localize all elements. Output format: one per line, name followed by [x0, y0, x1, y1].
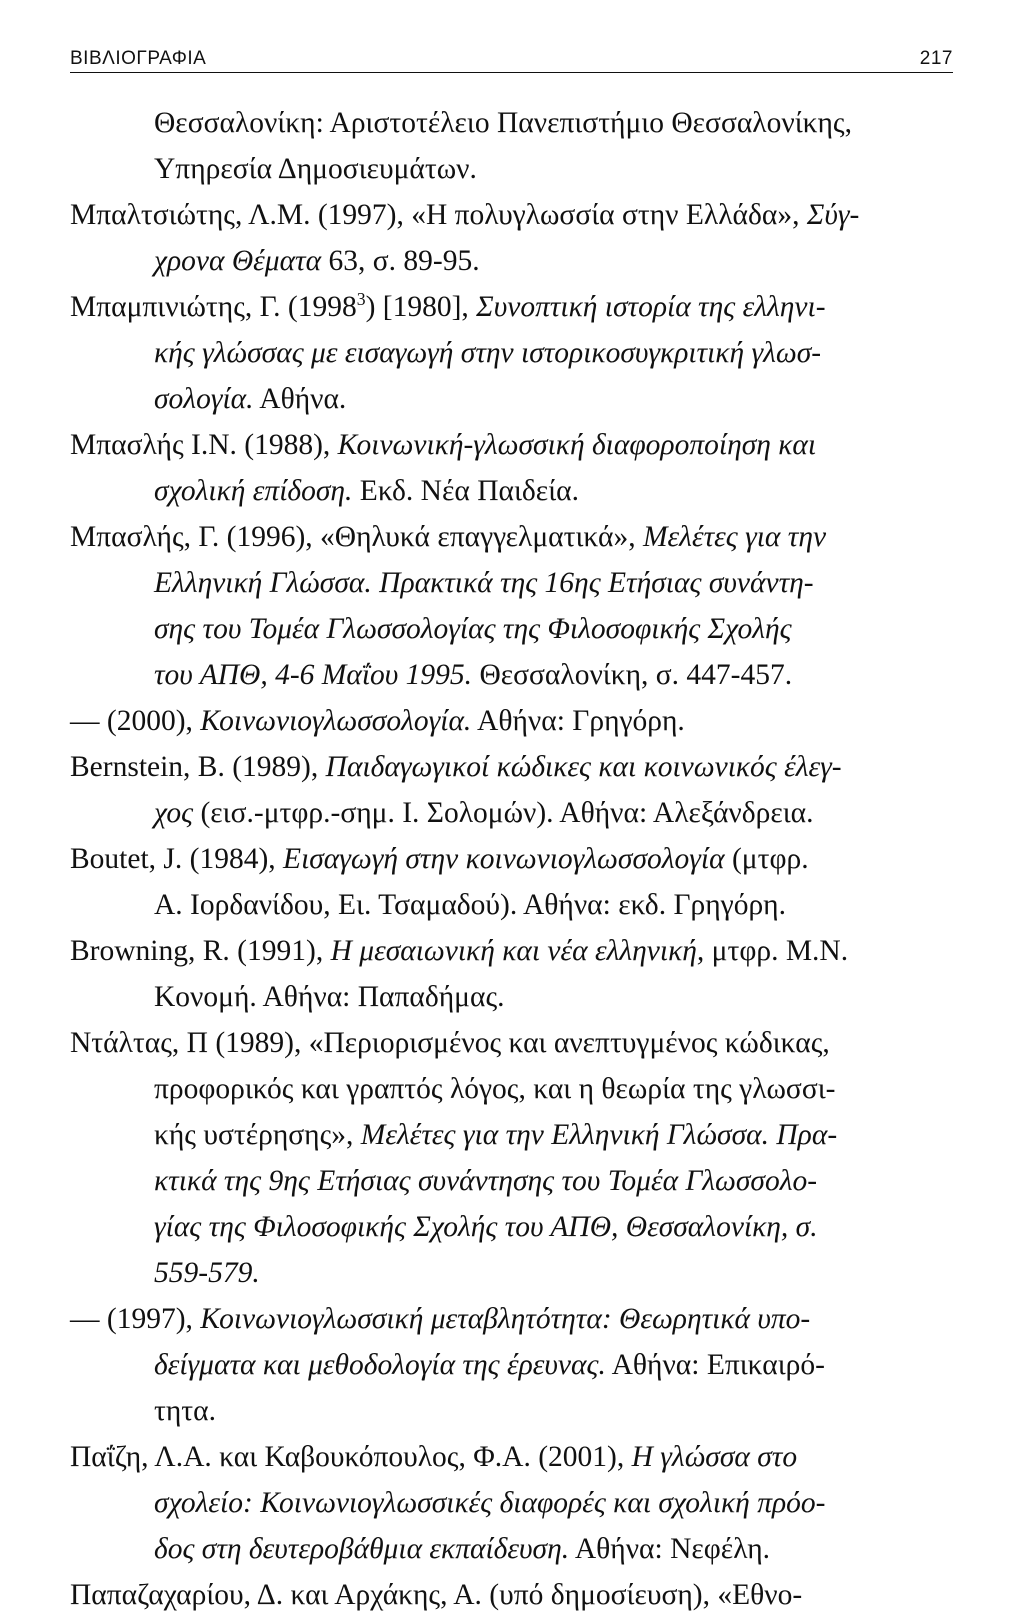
italic-title-text: γίας της Φιλοσοφικής Σχολής του ΑΠΘ, Θεσσαλονίκη, σ. — [154, 1211, 818, 1243]
entry-line — [70, 1576, 802, 1614]
entry-line — [154, 1070, 836, 1108]
citation-text: ) [1980], — [365, 291, 477, 323]
entry-line — [154, 1346, 825, 1384]
entry-line — [154, 610, 792, 648]
italic-title-text: Κοινωνική-γλωσσική διαφοροποίηση και — [337, 429, 817, 461]
entry-line — [70, 932, 848, 970]
page-header — [70, 44, 953, 73]
italic-title-text: σολογία. — [154, 383, 254, 415]
citation-text: Θεσσαλονίκη, σ. 447-457. — [472, 659, 793, 691]
entry-line — [154, 656, 792, 694]
citation-text: Browning, R. (1991), — [70, 935, 331, 967]
italic-title-text: Μελέτες για την — [642, 521, 827, 553]
citation-text: Αθήνα: Γρηγόρη. — [471, 705, 685, 737]
italic-title-text: Η μεσαιωνική και νέα ελληνική, — [330, 935, 705, 967]
italic-title-text: Ελληνική Γλώσσα. Πρακτικά της 16ης Ετήσιας συνάντη- — [154, 567, 814, 599]
citation-text: Μπασλής Ι.Ν. (1988), — [70, 429, 338, 461]
italic-title-text: Η γλώσσα στο — [631, 1441, 798, 1473]
citation-text: Εκδ. Νέα Παιδεία. — [352, 475, 579, 507]
entry-line — [154, 564, 814, 602]
entry-line — [154, 1484, 825, 1522]
citation-text: Ντάλτας, Π (1989), «Περιορισμένος και ανεπτυγμένος κώδικας, — [70, 1027, 830, 1059]
citation-text: Κονομή. Αθήνα: Παπαδήμας. — [154, 981, 505, 1013]
italic-title-text: Κοινωνιογλωσσική μεταβλητότητα: Θεωρητικά υπο- — [200, 1303, 811, 1335]
entry-line — [154, 1116, 837, 1154]
entry-line — [70, 288, 826, 326]
italic-title-text: Εισαγωγή στην κοινωνιογλωσσολογία — [283, 843, 725, 875]
italic-title-text: κής γλώσσας με εισαγωγή στην ιστορικοσυγκριτική γλωσ- — [154, 337, 822, 369]
citation-text: προφορικός και γραπτός λόγος, και η θεωρία της γλωσσι- — [154, 1073, 836, 1105]
citation-text: (μτφρ. — [724, 843, 809, 875]
entry-line — [70, 840, 809, 878]
citation-text: Μπαλτσιώτης, Λ.Μ. (1997), «Η πολυγλωσσία στην Ελλάδα», — [70, 199, 807, 231]
citation-text: Παπαζαχαρίου, Δ. και Αρχάκης, Α. (υπό δημοσίευση), «Εθνο- — [70, 1579, 803, 1611]
italic-title-text: δος στη δευτεροβάθμια εκπαίδευση. — [154, 1533, 570, 1565]
entry-line — [70, 1300, 810, 1338]
entry-line — [154, 334, 821, 372]
citation-text: 63, σ. 89-95. — [321, 245, 480, 277]
entry-line — [70, 748, 842, 786]
citation-text: Παΐζη, Λ.Α. και Καβουκόπουλος, Φ.Α. (2001), — [70, 1441, 632, 1473]
italic-title-text: Παιδαγωγικοί κώδικες και κοινωνικός έλεγ- — [325, 751, 842, 783]
citation-text: Bernstein, B. (1989), — [70, 751, 326, 783]
citation-text: Boutet, J. (1984), — [70, 843, 284, 875]
citation-text: Αθήνα: Νεφέλη. — [569, 1533, 771, 1565]
citation-text: Αθήνα. — [253, 383, 347, 415]
citation-text: Θεσσαλονίκη: Αριστοτέλειο Πανεπιστήμιο Θεσσαλονίκης, — [154, 107, 852, 139]
entry-line — [154, 978, 505, 1016]
italic-title-text: κτικά της 9ης Ετήσιας συνάντησης του Τομέα Γλωσσολο- — [154, 1165, 818, 1197]
italic-title-text: Κοινωνιογλωσσολογία. — [200, 705, 472, 737]
entry-line — [154, 1530, 770, 1568]
entry-line — [70, 1024, 830, 1062]
citation-text: κής υστέρησης», — [154, 1119, 361, 1151]
italic-title-text: του ΑΠΘ, 4-6 Μαΐου 1995. — [154, 659, 473, 691]
citation-text: μτφρ. Μ.Ν. — [704, 935, 849, 967]
italic-title-text: Συνοπτική ιστορία της ελληνι- — [476, 291, 826, 323]
entry-line — [70, 426, 816, 464]
italic-title-text: Μελέτες για την Ελληνική Γλώσσα. Πρα- — [360, 1119, 838, 1151]
entry-line — [154, 1392, 216, 1430]
entry-line — [154, 380, 346, 418]
citation-text: Α. Ιορδανίδου, Ει. Τσαμαδού). Αθήνα: εκδ. Γρηγόρη. — [154, 889, 786, 921]
entry-line — [154, 472, 579, 510]
italic-title-text: σης του Τομέα Γλωσσολογίας της Φιλοσοφικής Σχολής — [154, 613, 792, 645]
citation-text: τητα. — [154, 1395, 216, 1427]
entry-line — [154, 1254, 260, 1292]
italic-title-text: σχολείο: Κοινωνιογλωσσικές διαφορές και σχολική πρόο- — [154, 1487, 826, 1519]
entry-line — [154, 794, 814, 832]
citation-text: Αθήνα: Επικαιρό- — [605, 1349, 825, 1381]
italic-title-text: δείγματα και μεθοδολογία της έρευνας. — [154, 1349, 606, 1381]
citation-text: — (2000), — [70, 705, 201, 737]
citation-text: — (1997), — [70, 1303, 201, 1335]
italic-title-text: Σύγ- — [806, 199, 860, 231]
italic-title-text: 559-579. — [154, 1257, 260, 1289]
citation-text: Μπαμπινιώτης, Γ. (1998 — [70, 291, 357, 323]
citation-text: (εισ.-μτφρ.-σημ. Ι. Σολομών). Αθήνα: Αλεξάνδρεια. — [193, 797, 814, 829]
entry-line — [70, 518, 826, 556]
superscript-text: 3 — [356, 289, 366, 310]
running-title: ΒΙΒΛΙΟΓΡΑΦΙΑ — [70, 48, 207, 69]
entry-line — [154, 242, 480, 280]
citation-text: Υπηρεσία Δημοσιευμάτων. — [154, 153, 477, 185]
entry-line — [154, 886, 786, 924]
entry-line — [154, 104, 852, 142]
entry-line — [154, 1208, 818, 1246]
italic-title-text: σχολική επίδοση. — [154, 475, 353, 507]
entry-line — [70, 196, 859, 234]
page-number: 217 — [919, 48, 953, 69]
italic-title-text: χος — [154, 797, 194, 829]
entry-line — [70, 1438, 797, 1476]
entry-line — [154, 1162, 817, 1200]
entry-line — [154, 150, 477, 188]
italic-title-text: χρονα Θέματα — [154, 245, 322, 277]
citation-text: Μπασλής, Γ. (1996), «Θηλυκά επαγγελματικά», — [70, 521, 643, 553]
entry-line — [70, 702, 685, 740]
